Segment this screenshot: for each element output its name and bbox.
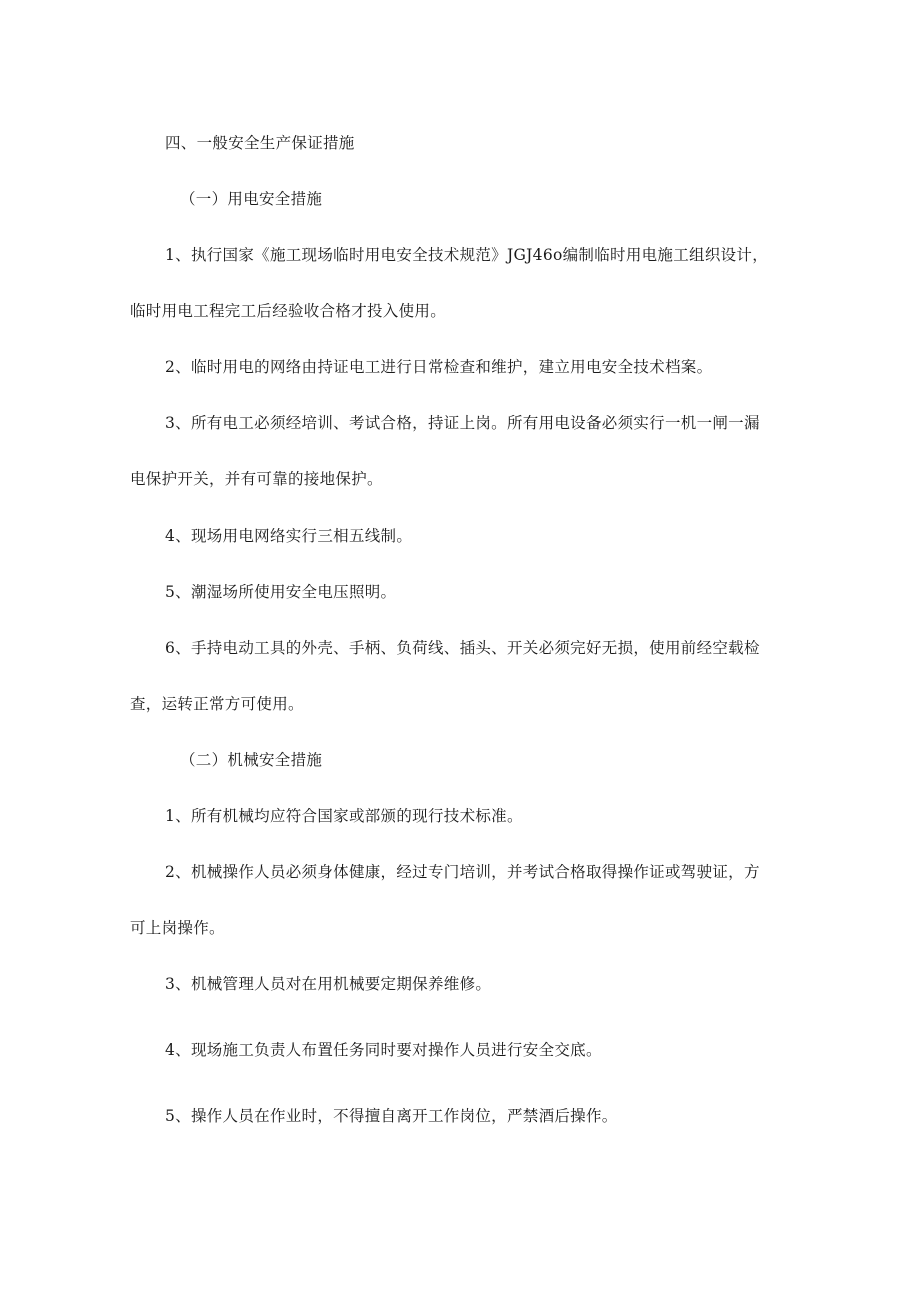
paragraph-line: 2、临时用电的网络由持证电工进行日常检查和维护，建立用电安全技术档案。	[165, 358, 713, 376]
paragraph-line: 5、潮湿场所使用安全电压照明。	[165, 583, 397, 601]
paragraph-line: 3、机械管理人员对在用机械要定期保养维修。	[165, 975, 492, 993]
paragraph-line: 4、现场施工负责人布置任务同时要对操作人员进行安全交底。	[165, 1041, 602, 1059]
paragraph-line: 3、所有电工必须经培训、考试合格，持证上岗。所有用电设备必须实行一机一闸一漏	[165, 414, 760, 432]
paragraph-line: 2、机械操作人员必须身体健康，经过专门培训，并考试合格取得操作证或驾驶证，方	[165, 863, 760, 881]
paragraph-line: 临时用电工程完工后经验收合格才投入使用。	[130, 302, 447, 320]
section-heading: 四、一般安全生产保证措施	[165, 134, 355, 152]
paragraph-line: 5、操作人员在作业时，不得擅自离开工作岗位，严禁酒后操作。	[165, 1107, 618, 1125]
paragraph-line: 电保护开关，并有可靠的接地保护。	[130, 470, 383, 488]
paragraph-line: 6、手持电动工具的外壳、手柄、负荷线、插头、开关必须完好无损，使用前经空载检	[165, 639, 760, 657]
subsection-title-electrical: （一）用电安全措施	[180, 190, 323, 208]
paragraph-line: 可上岗操作。	[130, 919, 225, 937]
paragraph-line: 1、所有机械均应符合国家或部颁的现行技术标准。	[165, 807, 523, 825]
paragraph-line: 查，运转正常方可使用。	[130, 695, 304, 713]
paragraph-line: 1、执行国家《施工现场临时用电安全技术规范》JGJ46o编制临时用电施工组织设计，	[165, 246, 769, 264]
paragraph-line: 4、现场用电网络实行三相五线制。	[165, 527, 413, 545]
subsection-title-machinery: （二）机械安全措施	[180, 751, 323, 769]
